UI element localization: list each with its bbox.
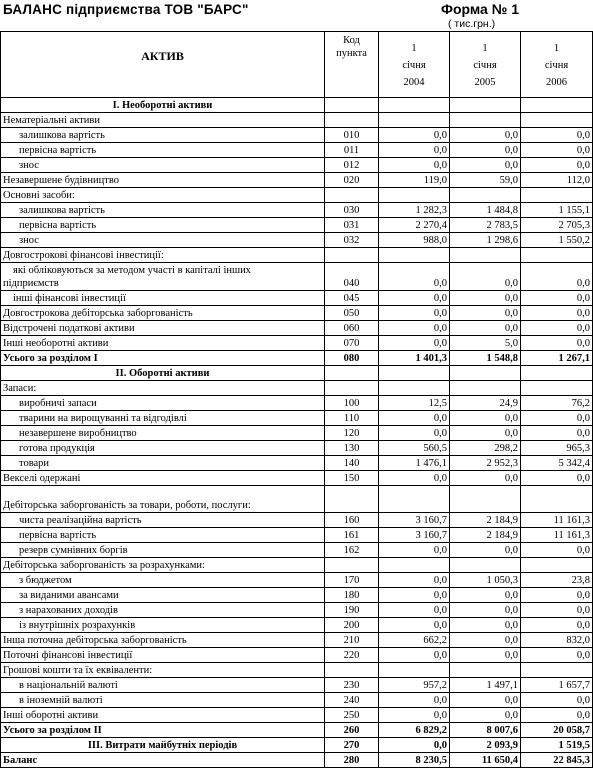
row-value-2006: 5 342,4 [521,456,593,471]
row-label: Дебіторська заборгованість за товари, роботи, послуги: [1,486,325,513]
table-row [1,366,593,381]
row-value-2005: 2 184,9 [450,513,521,528]
header-code: Код пункта [325,32,379,98]
row-code: 170 [325,573,379,588]
row-value-2006: 20 058,7 [521,723,593,738]
row-code: 200 [325,618,379,633]
table-row [1,263,593,291]
row-code: 020 [325,173,379,188]
row-value-2004 [379,248,450,263]
row-value-2005 [450,381,521,396]
header-date-2005: 1 січня 2005 [450,32,521,98]
row-value-2006: 1 155,1 [521,203,593,218]
row-value-2005: 0,0 [450,603,521,618]
row-label: залишкова вартість [1,128,325,143]
row-code: 060 [325,321,379,336]
row-code: 080 [325,351,379,366]
table-row [1,396,593,411]
table-row [1,306,593,321]
table-row [1,633,593,648]
table-row [1,188,593,203]
document-title: БАЛАНС підприємства ТОВ "БАРС" [3,2,249,17]
row-code [325,558,379,573]
row-value-2005: 0,0 [450,321,521,336]
row-value-2004: 0,0 [379,263,450,291]
row-label: Усього за розділом І [1,351,325,366]
row-value-2006: 0,0 [521,708,593,723]
row-label: готова продукція [1,441,325,456]
row-label: первісна вартість [1,218,325,233]
row-value-2005: 0,0 [450,158,521,173]
row-value-2005: 59,0 [450,173,521,188]
row-code: 162 [325,543,379,558]
row-code [325,98,379,113]
row-label: знос [1,233,325,248]
row-code: 140 [325,456,379,471]
row-value-2006: 0,0 [521,471,593,486]
row-value-2006: 0,0 [521,128,593,143]
row-value-2005: 0,0 [450,143,521,158]
row-label: ІІ. Оборотні активи [1,366,325,381]
balance-table [0,31,593,768]
row-label: первісна вартість [1,528,325,543]
row-value-2004: 0,0 [379,588,450,603]
row-value-2006: 0,0 [521,411,593,426]
row-value-2005: 1 548,8 [450,351,521,366]
row-value-2005: 2 952,3 [450,456,521,471]
row-value-2006 [521,113,593,128]
row-value-2006: 76,2 [521,396,593,411]
row-code [325,188,379,203]
row-code: 010 [325,128,379,143]
row-label: які обліковуються за методом участі в капіталі інших підприємств [1,263,325,291]
row-code: 250 [325,708,379,723]
row-value-2005: 1 050,3 [450,573,521,588]
table-row [1,753,593,768]
row-code: 120 [325,426,379,441]
row-value-2006 [521,381,593,396]
row-value-2004: 8 230,5 [379,753,450,768]
row-value-2004: 0,0 [379,543,450,558]
table-row [1,456,593,471]
row-value-2004: 119,0 [379,173,450,188]
row-value-2005 [450,558,521,573]
row-value-2004: 1 476,1 [379,456,450,471]
row-label: з бюджетом [1,573,325,588]
table-row [1,723,593,738]
row-code: 161 [325,528,379,543]
row-value-2004: 6 829,2 [379,723,450,738]
row-code: 260 [325,723,379,738]
row-value-2005: 0,0 [450,471,521,486]
row-value-2006: 11 161,3 [521,528,593,543]
row-label: із внутрішніх розрахунків [1,618,325,633]
row-value-2004 [379,113,450,128]
row-label: Векселі одержані [1,471,325,486]
row-value-2005 [450,248,521,263]
row-code: 280 [325,753,379,768]
row-code: 110 [325,411,379,426]
table-row [1,128,593,143]
row-value-2005: 2 093,9 [450,738,521,753]
table-row [1,321,593,336]
row-label: залишкова вартість [1,203,325,218]
row-value-2006: 22 845,3 [521,753,593,768]
row-label: в іноземній валюті [1,693,325,708]
row-value-2006 [521,188,593,203]
row-value-2005: 8 007,6 [450,723,521,738]
row-code: 011 [325,143,379,158]
table-row [1,218,593,233]
row-code: 030 [325,203,379,218]
table-row [1,573,593,588]
row-value-2006: 1 267,1 [521,351,593,366]
row-value-2004: 1 282,3 [379,203,450,218]
row-code [325,248,379,263]
row-code: 100 [325,396,379,411]
row-value-2006: 0,0 [521,336,593,351]
table-row [1,291,593,306]
row-label: чиста реалізаційна вартість [1,513,325,528]
row-label: І. Необоротні активи [1,98,325,113]
row-code: 070 [325,336,379,351]
row-value-2004: 0,0 [379,128,450,143]
row-value-2006: 0,0 [521,158,593,173]
row-value-2005: 0,0 [450,693,521,708]
row-label: Грошові кошти та їх еквіваленти: [1,663,325,678]
row-value-2005: 0,0 [450,708,521,723]
row-code: 270 [325,738,379,753]
row-value-2004: 0,0 [379,738,450,753]
row-label: незавершене виробництво [1,426,325,441]
row-value-2004: 0,0 [379,618,450,633]
row-value-2006 [521,486,593,513]
row-label: знос [1,158,325,173]
row-value-2004: 3 160,7 [379,513,450,528]
row-label: товари [1,456,325,471]
row-code: 050 [325,306,379,321]
row-value-2006: 0,0 [521,588,593,603]
row-code: 045 [325,291,379,306]
row-value-2006: 0,0 [521,603,593,618]
row-code: 190 [325,603,379,618]
table-row [1,588,593,603]
row-code: 032 [325,233,379,248]
row-code: 240 [325,693,379,708]
table-row [1,708,593,723]
table-row [1,663,593,678]
row-label: Дебіторська заборгованість за розрахунками: [1,558,325,573]
row-code: 230 [325,678,379,693]
row-label: Інші оборотні активи [1,708,325,723]
row-code [325,366,379,381]
row-value-2005 [450,98,521,113]
row-label: інші фінансові інвестиції [1,291,325,306]
row-code: 031 [325,218,379,233]
row-value-2005: 0,0 [450,291,521,306]
row-label: ІІІ. Витрати майбутніх періодів [1,738,325,753]
row-label: Довгострокова дебіторська заборгованість [1,306,325,321]
row-value-2005: 0,0 [450,128,521,143]
row-value-2006 [521,558,593,573]
row-code: 220 [325,648,379,663]
row-value-2005: 1 298,6 [450,233,521,248]
row-value-2006: 0,0 [521,618,593,633]
row-code [325,381,379,396]
row-value-2004: 957,2 [379,678,450,693]
table-row [1,143,593,158]
row-value-2005: 0,0 [450,543,521,558]
row-value-2004: 0,0 [379,321,450,336]
row-value-2004 [379,98,450,113]
table-row [1,678,593,693]
row-code: 012 [325,158,379,173]
row-value-2005 [450,486,521,513]
row-value-2005: 11 650,4 [450,753,521,768]
row-label: в національній валюті [1,678,325,693]
row-value-2006: 2 705,3 [521,218,593,233]
row-value-2004: 0,0 [379,426,450,441]
row-value-2006: 0,0 [521,291,593,306]
row-value-2006 [521,366,593,381]
row-value-2005: 2 184,9 [450,528,521,543]
row-value-2006: 1 519,5 [521,738,593,753]
row-value-2004: 3 160,7 [379,528,450,543]
row-value-2006: 0,0 [521,306,593,321]
row-label: Усього за розділом ІІ [1,723,325,738]
row-value-2004: 0,0 [379,573,450,588]
row-value-2004: 1 401,3 [379,351,450,366]
row-value-2006: 112,0 [521,173,593,188]
row-value-2004: 0,0 [379,143,450,158]
row-label: резерв сумнівних боргів [1,543,325,558]
table-row [1,173,593,188]
row-value-2006: 0,0 [521,426,593,441]
row-value-2005: 0,0 [450,618,521,633]
row-label: тварини на вирощуванні та відгодівлі [1,411,325,426]
table-row [1,203,593,218]
table-row [1,158,593,173]
row-value-2004: 988,0 [379,233,450,248]
row-value-2006: 832,0 [521,633,593,648]
row-value-2004 [379,558,450,573]
table-row [1,381,593,396]
row-value-2005: 0,0 [450,633,521,648]
row-label: Запаси: [1,381,325,396]
row-value-2005: 0,0 [450,426,521,441]
row-value-2004: 0,0 [379,708,450,723]
table-row [1,693,593,708]
row-value-2005: 24,9 [450,396,521,411]
row-label: Довгострокові фінансові інвестиції: [1,248,325,263]
row-value-2006 [521,248,593,263]
row-label: Поточні фінансові інвестиції [1,648,325,663]
row-value-2004 [379,366,450,381]
header-date-2006: 1 січня 2006 [521,32,593,98]
row-value-2005 [450,188,521,203]
row-code: 040 [325,263,379,291]
row-value-2004: 0,0 [379,306,450,321]
row-label: Незавершене будівництво [1,173,325,188]
row-code: 180 [325,588,379,603]
row-label: Баланс [1,753,325,768]
row-label: Відстрочені податкові активи [1,321,325,336]
table-row [1,336,593,351]
table-row [1,513,593,528]
table-row [1,618,593,633]
header-aktyv: АКТИВ [1,32,325,98]
table-row [1,441,593,456]
table-row [1,648,593,663]
row-value-2004: 0,0 [379,648,450,663]
row-value-2005: 5,0 [450,336,521,351]
row-value-2005: 2 783,5 [450,218,521,233]
row-value-2005: 0,0 [450,648,521,663]
row-value-2005 [450,663,521,678]
row-label: за виданими авансами [1,588,325,603]
unit-label: ( тис.грн.) [448,18,496,30]
row-label: Інші необоротні активи [1,336,325,351]
row-value-2005: 0,0 [450,306,521,321]
row-code: 210 [325,633,379,648]
row-value-2004: 12,5 [379,396,450,411]
table-header-row [1,32,593,98]
row-value-2004: 0,0 [379,336,450,351]
row-value-2005: 298,2 [450,441,521,456]
row-label: Основні засоби: [1,188,325,203]
table-row [1,558,593,573]
row-label: Інша поточна дебіторська заборгованість [1,633,325,648]
table-row [1,233,593,248]
table-row [1,98,593,113]
table-row [1,528,593,543]
row-code [325,486,379,513]
header-date-2004: 1 січня 2004 [379,32,450,98]
row-value-2004 [379,188,450,203]
row-value-2004: 0,0 [379,603,450,618]
row-value-2006: 23,8 [521,573,593,588]
table-row [1,426,593,441]
row-value-2006: 0,0 [521,321,593,336]
row-value-2004: 0,0 [379,471,450,486]
table-row [1,351,593,366]
row-value-2004 [379,486,450,513]
row-code: 150 [325,471,379,486]
table-row [1,113,593,128]
row-value-2006: 0,0 [521,543,593,558]
row-value-2004 [379,381,450,396]
table-row [1,248,593,263]
row-code: 160 [325,513,379,528]
form-number: Форма № 1 [441,1,519,17]
row-value-2005: 0,0 [450,263,521,291]
table-row [1,738,593,753]
row-value-2005: 0,0 [450,588,521,603]
row-value-2004: 0,0 [379,693,450,708]
row-code [325,663,379,678]
row-value-2006 [521,98,593,113]
row-value-2006: 0,0 [521,693,593,708]
row-code: 130 [325,441,379,456]
row-value-2004 [379,663,450,678]
row-value-2004: 560,5 [379,441,450,456]
row-value-2006: 1 657,7 [521,678,593,693]
row-label: з нарахованих доходів [1,603,325,618]
row-code [325,113,379,128]
row-value-2006: 0,0 [521,263,593,291]
table-row [1,543,593,558]
row-value-2004: 2 270,4 [379,218,450,233]
row-value-2005 [450,113,521,128]
row-label: первісна вартість [1,143,325,158]
row-value-2006: 0,0 [521,648,593,663]
row-value-2005: 1 497,1 [450,678,521,693]
row-value-2005 [450,366,521,381]
row-label: Нематеріальні активи [1,113,325,128]
table-row [1,486,593,513]
table-row [1,471,593,486]
row-value-2006: 11 161,3 [521,513,593,528]
row-value-2005: 1 484,8 [450,203,521,218]
table-row [1,603,593,618]
row-value-2004: 0,0 [379,411,450,426]
row-value-2004: 662,2 [379,633,450,648]
row-value-2004: 0,0 [379,158,450,173]
row-value-2004: 0,0 [379,291,450,306]
row-value-2006 [521,663,593,678]
row-label: виробничі запаси [1,396,325,411]
row-value-2006: 0,0 [521,143,593,158]
row-value-2006: 1 550,2 [521,233,593,248]
row-value-2006: 965,3 [521,441,593,456]
table-row [1,411,593,426]
row-value-2005: 0,0 [450,411,521,426]
